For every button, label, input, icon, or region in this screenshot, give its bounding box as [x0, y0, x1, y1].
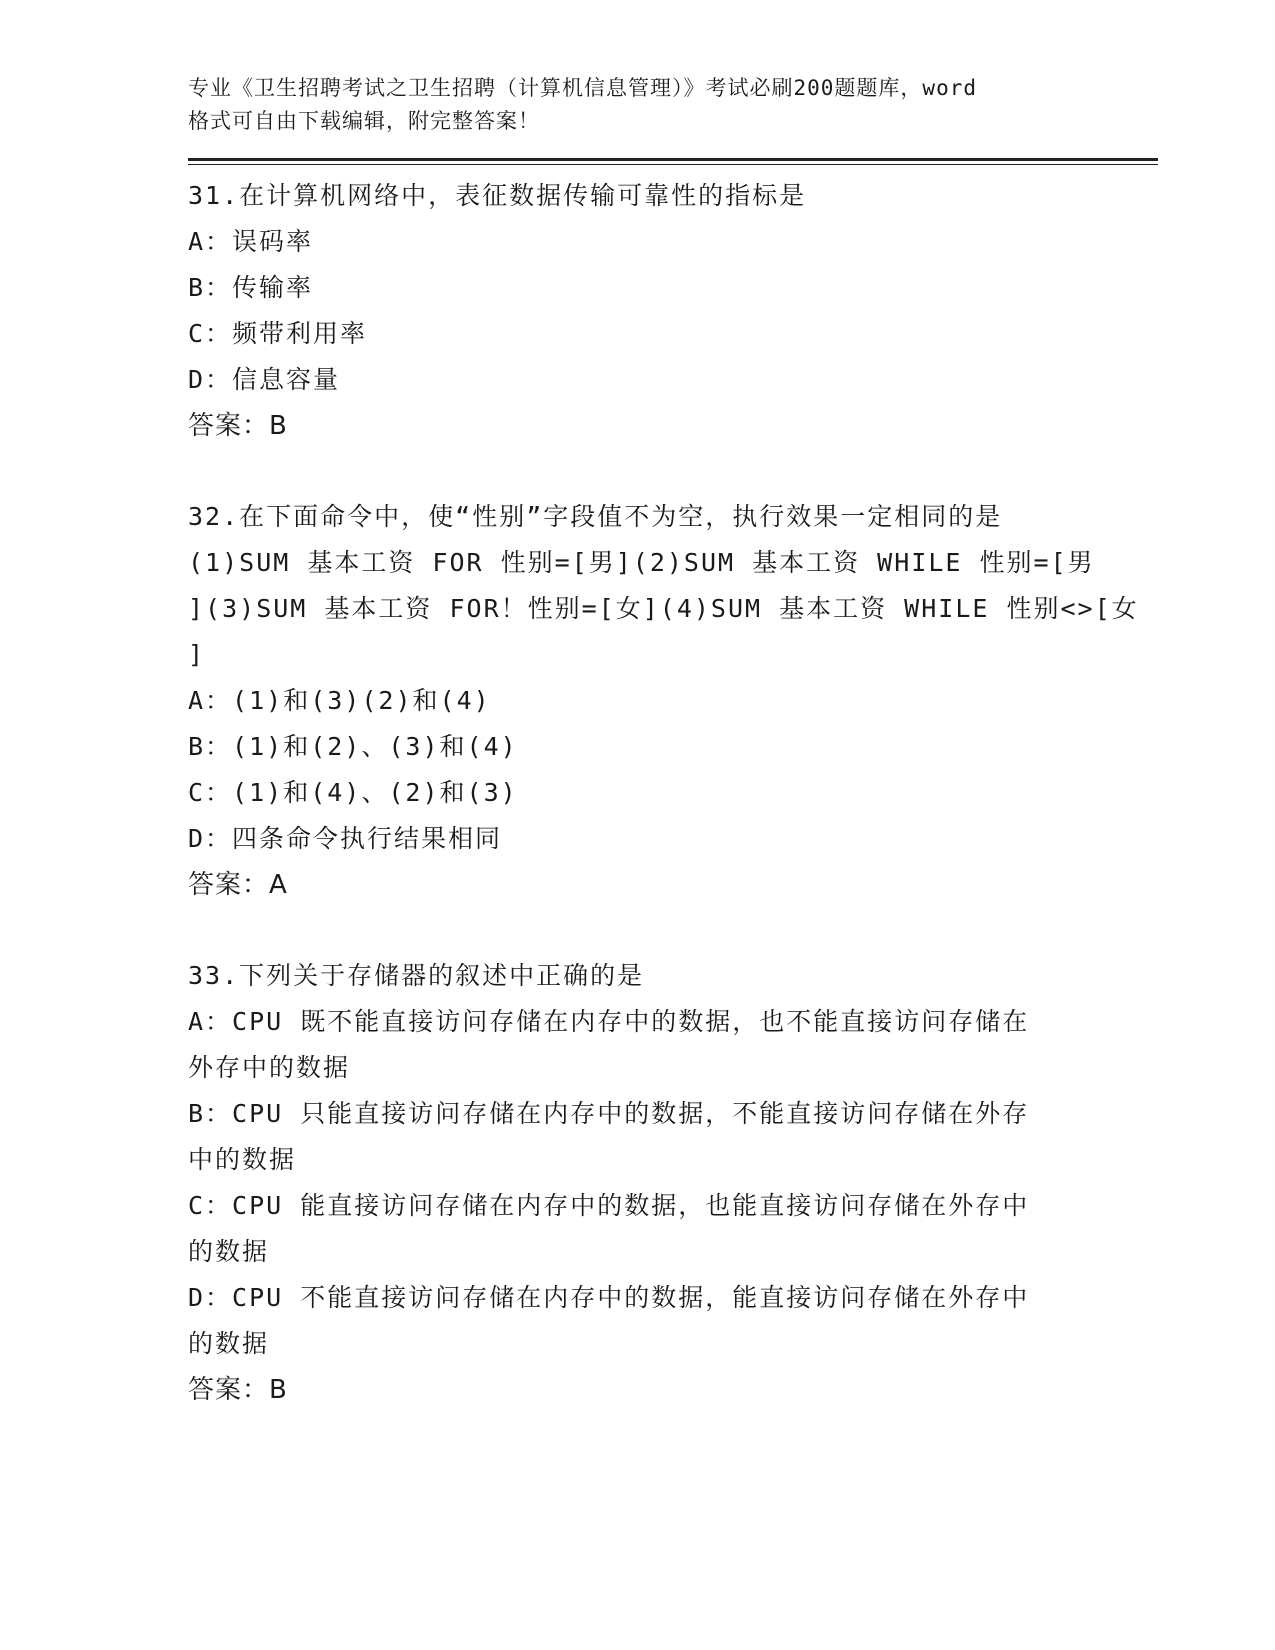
option-d-line-2: 的数据: [188, 1329, 270, 1358]
option-b-line-1: B：CPU 只能直接访问存储在内存中的数据，不能直接访问存储在外存: [188, 1099, 1030, 1128]
question-33: [188, 953, 1158, 1413]
header-divider: [188, 158, 1158, 165]
question-stem-line-2: (1)SUM 基本工资 FOR 性别=[男](2)SUM 基本工资 WHILE 性别=[男: [188, 548, 1095, 577]
document-header: [188, 72, 1088, 138]
option-c: C：(1)和(4)、(2)和(3): [188, 778, 518, 807]
question-32: [188, 494, 1158, 908]
question-stem-line-3: ](3)SUM 基本工资 FOR！性别=[女](4)SUM 基本工资 WHILE 性别<>[女: [188, 594, 1139, 623]
question-stem: 33.下列关于存储器的叙述中正确的是: [188, 961, 645, 990]
option-b: B：(1)和(2)、(3)和(4): [188, 732, 518, 761]
answer-line: 答案：B: [188, 1375, 288, 1405]
answer-line: 答案：A: [188, 870, 288, 900]
option-a-line-2: 外存中的数据: [188, 1053, 351, 1082]
answer-line: 答案：B: [188, 411, 288, 441]
option-b-line-2: 中的数据: [188, 1145, 297, 1174]
option-d: D：信息容量: [188, 365, 341, 394]
option-a: A：误码率: [188, 227, 314, 256]
question-31: [188, 173, 1158, 449]
question-list: [188, 173, 1158, 1413]
header-line-2: 格式可自由下载编辑，附完整答案！: [188, 109, 540, 133]
option-d: D：四条命令执行结果相同: [188, 824, 503, 853]
option-d-line-1: D：CPU 不能直接访问存储在内存中的数据，能直接访问存储在外存中: [188, 1283, 1030, 1312]
option-c: C：频带利用率: [188, 319, 368, 348]
question-stem: 31.在计算机网络中，表征数据传输可靠性的指标是: [188, 181, 807, 210]
header-line-1: 专业《卫生招聘考试之卫生招聘（计算机信息管理）》考试必刷200题题库，word: [188, 76, 977, 100]
option-a: A：(1)和(3)(2)和(4): [188, 686, 491, 715]
option-c-line-1: C：CPU 能直接访问存储在内存中的数据，也能直接访问存储在外存中: [188, 1191, 1030, 1220]
question-stem-line-4: ]: [188, 640, 206, 669]
option-a-line-1: A：CPU 既不能直接访问存储在内存中的数据，也不能直接访问存储在: [188, 1007, 1030, 1036]
option-c-line-2: 的数据: [188, 1237, 270, 1266]
question-stem-line-1: 32.在下面命令中，使“性别”字段值不为空，执行效果一定相同的是: [188, 502, 1003, 531]
document-page: [188, 72, 1158, 1458]
option-b: B：传输率: [188, 273, 314, 302]
